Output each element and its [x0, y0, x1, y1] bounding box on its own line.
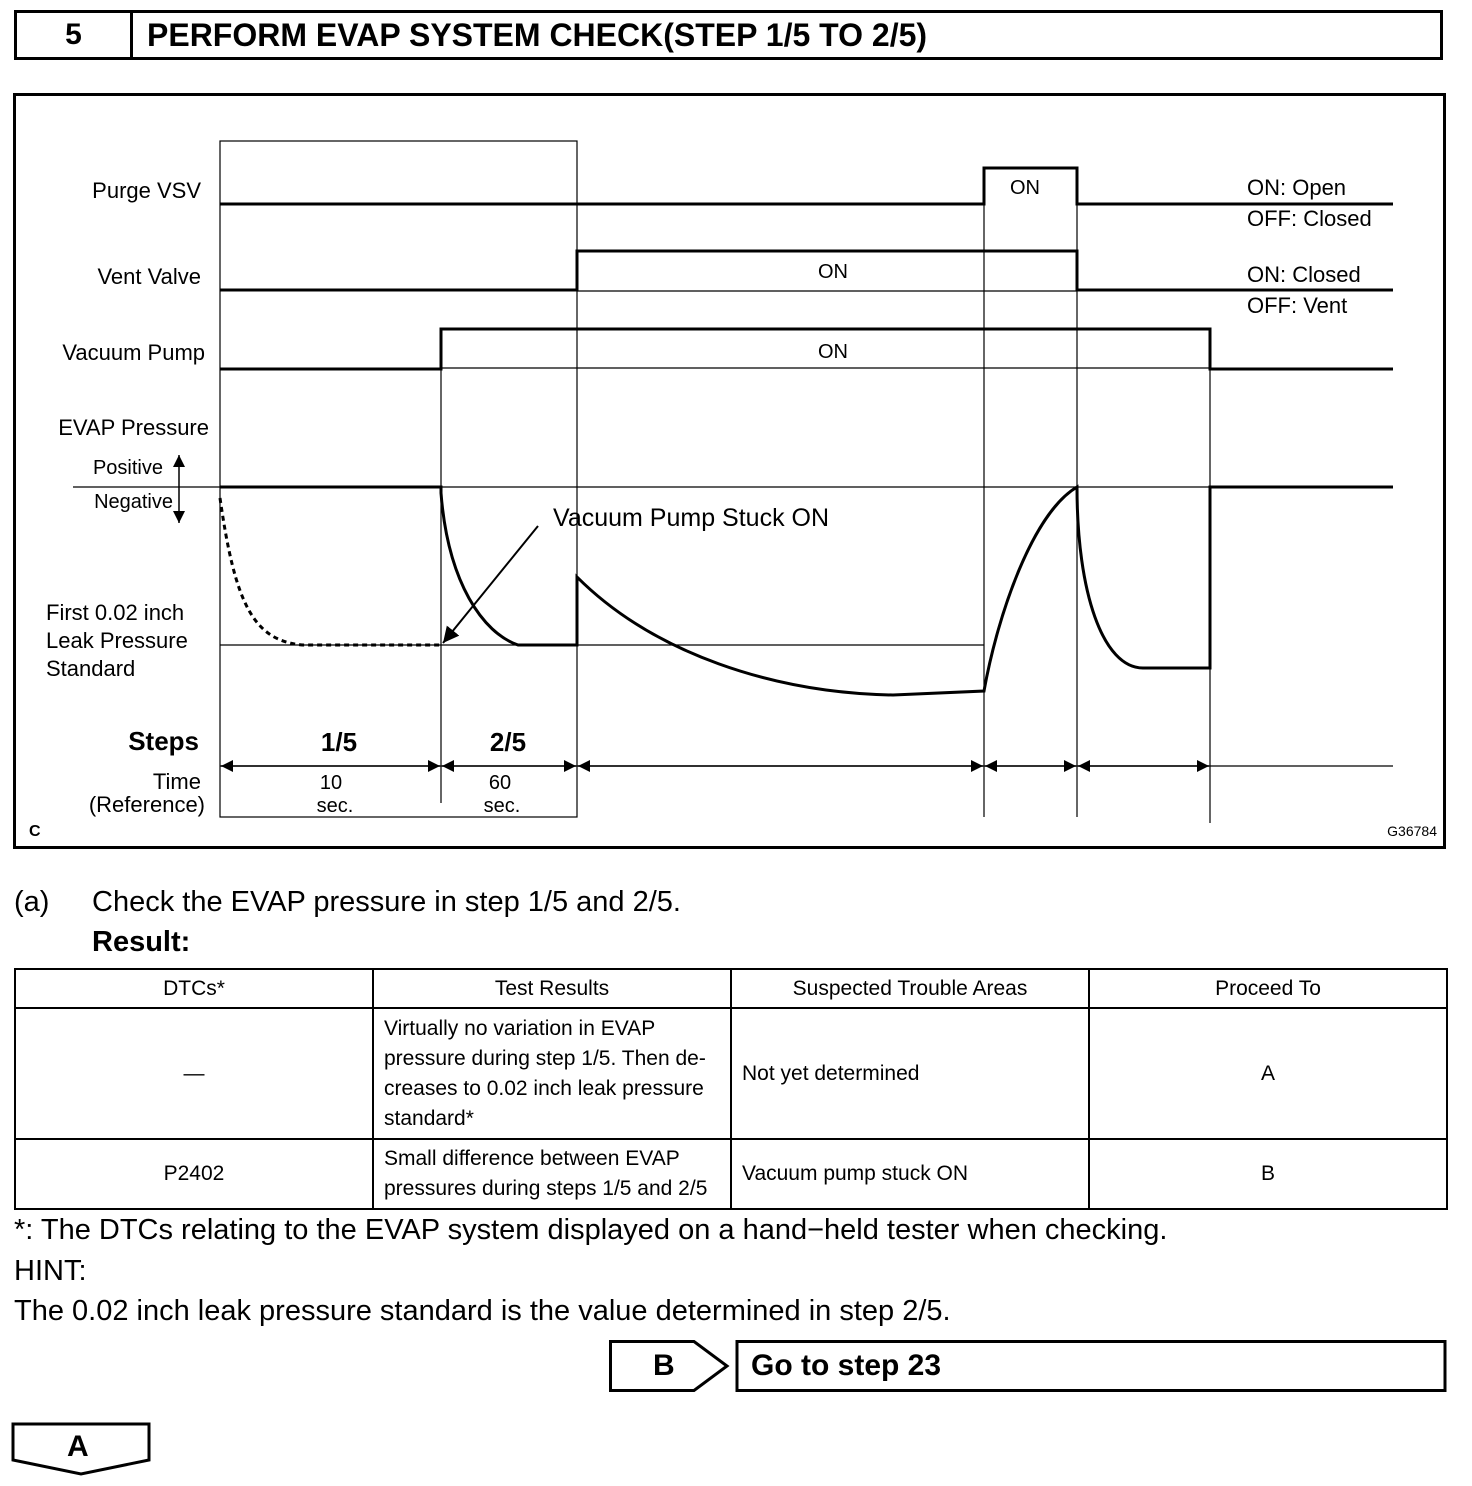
header-dtcs: DTCs* [15, 969, 373, 1008]
header-proceed-to: Proceed To [1089, 969, 1447, 1008]
purge-vsv-trace [220, 168, 1393, 204]
result-table [14, 968, 1448, 1210]
table-row [15, 1139, 1447, 1209]
label-purge-vsv: Purge VSV [92, 178, 201, 203]
pump-on-label: ON [818, 341, 848, 363]
row1-area: Not yet determined [731, 1008, 1089, 1139]
label-vacuum-pump: Vacuum Pump [62, 340, 205, 365]
table-header-row [15, 969, 1447, 1008]
timing-diagram [13, 93, 1446, 849]
header-test-results: Test Results [373, 969, 731, 1008]
step-2-label: 2/5 [489, 727, 527, 757]
footnote: *: The DTCs relating to the EVAP system displayed on a hand−held tester when checking. [14, 1214, 1168, 1246]
label-leak-line3: Standard [46, 656, 136, 681]
label-vent-valve: Vent Valve [97, 264, 201, 289]
hint-text: The 0.02 inch leak pressure standard is the value determined in step 2/5. [14, 1295, 951, 1327]
time2-unit: sec. [483, 795, 521, 817]
step-1-label: 1/5 [320, 727, 358, 757]
label-leak-line1: First 0.02 inch [46, 600, 185, 625]
instruction-label: (a) [14, 886, 50, 918]
stuck-on-annotation: Vacuum Pump Stuck ON [553, 504, 830, 532]
signal-traces [220, 168, 1393, 695]
row1-result: Virtually no variation in EVAP pressure during step 1/5. Then de-creases to 0.02 inch leak pressure standard* [373, 1008, 731, 1139]
legend-purge-on: ON: Open [1247, 175, 1347, 200]
legend-vent-on: ON: Closed [1247, 262, 1361, 287]
row2-result: Small difference between EVAP pressures during steps 1/5 and 2/5 [373, 1139, 731, 1209]
time1-unit: sec. [316, 795, 354, 817]
nav-a-label: A [67, 1430, 89, 1463]
hint-label: HINT: [14, 1255, 87, 1287]
time1-value: 10 [319, 772, 343, 794]
row1-proceed: A [1089, 1008, 1447, 1139]
label-negative: Negative [94, 491, 173, 513]
vent-on-label: ON [818, 261, 848, 283]
row1-dtc: — [15, 1008, 373, 1139]
label-evap-pressure: EVAP Pressure [58, 415, 209, 440]
vent-valve-trace [220, 251, 1393, 290]
stuck-on-dotted-trace [220, 498, 441, 645]
label-reference: (Reference) [88, 792, 205, 817]
figure-id: G36784 [1387, 823, 1437, 839]
table-row [15, 1008, 1447, 1139]
figure-border [15, 95, 1445, 848]
grid-lines [73, 141, 1393, 823]
time2-value: 60 [488, 772, 512, 794]
nav-b-label: B [653, 1349, 675, 1382]
proceed-a-link[interactable] [11, 1422, 151, 1478]
label-positive: Positive [92, 457, 163, 479]
step-title: PERFORM EVAP SYSTEM CHECK(STEP 1/5 TO 2/5) [147, 16, 928, 53]
result-label: Result: [92, 926, 191, 958]
instruction-text: Check the EVAP pressure in step 1/5 and 2/5. [92, 886, 681, 918]
legend-vent-off: OFF: Vent [1247, 293, 1348, 318]
purge-on-label: ON [1010, 177, 1040, 199]
step-number: 5 [17, 13, 133, 57]
label-time: Time [152, 769, 201, 794]
legend-purge-off: OFF: Closed [1247, 206, 1372, 231]
step-header [14, 10, 1443, 60]
row2-area: Vacuum pump stuck ON [731, 1139, 1089, 1209]
nav-b-text: Go to step 23 [751, 1349, 942, 1382]
go-to-step-23-link[interactable] [609, 1340, 1449, 1392]
label-steps: Steps [128, 726, 199, 756]
row2-proceed: B [1089, 1139, 1447, 1209]
vacuum-pump-trace [220, 329, 1393, 369]
header-trouble-areas: Suspected Trouble Areas [731, 969, 1089, 1008]
row2-dtc: P2402 [15, 1139, 373, 1209]
figure-corner-label: C [29, 823, 41, 840]
label-leak-line2: Leak Pressure [46, 628, 188, 653]
